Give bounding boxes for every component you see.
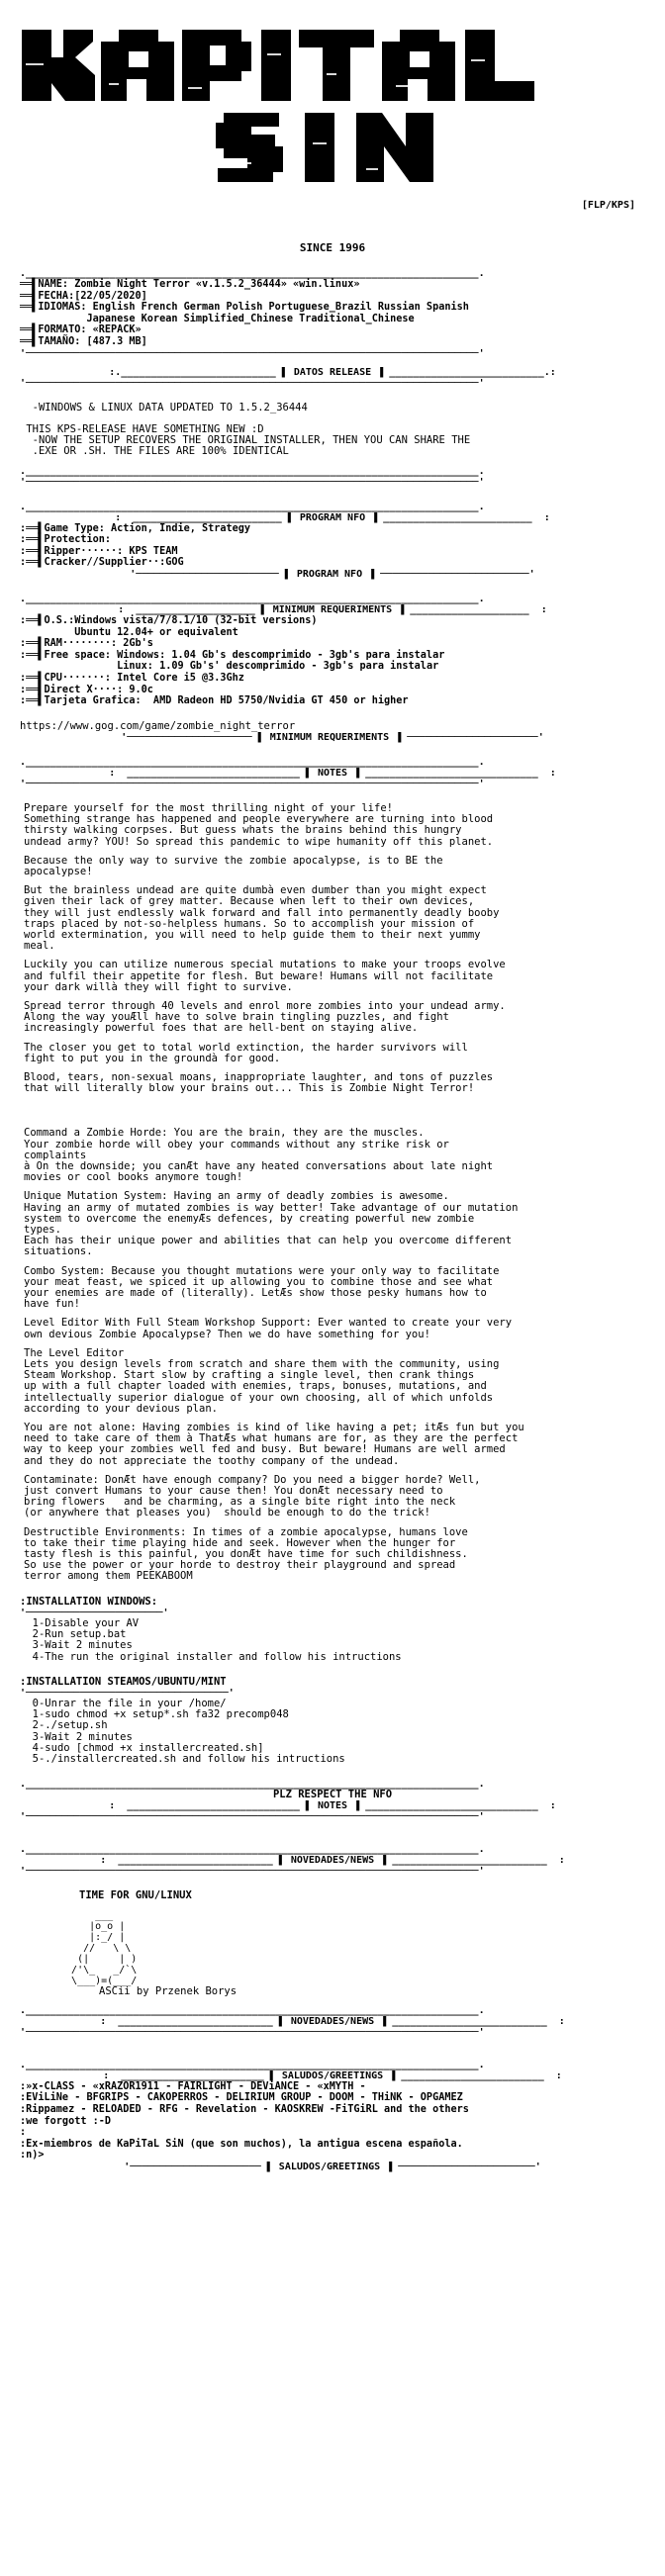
minimum-line: Linux: 1.09 Gb's' descomprimido - 3gb's para instalar [20, 661, 439, 673]
ascii-line: |:_/ | [59, 1931, 126, 1943]
release-line: ══▌FORMATO: «REPACK» [20, 324, 142, 336]
minimum-line: :══▌Free space: Windows: 1.04 Gb's descomprimido - 3gb's para instalar [20, 649, 445, 661]
separator: .____________________________________________________________________________. [20, 593, 485, 604]
separator: .____________________________________________________________________________. [20, 2004, 485, 2016]
minimum-line: Ubuntu 12.04+ or equivalent [20, 626, 238, 638]
program-body [20, 523, 645, 569]
program-line: :══▌Protection: [20, 534, 112, 546]
section-title: ▌ PROGRAM NFO ▐ [284, 568, 375, 580]
store-url[interactable]: https://www.gog.com/game/zombie_night_terror [20, 719, 296, 732]
install-step: 3-Wait 2 minutes [20, 1730, 133, 1743]
greetings-line: :we forgott :-D [20, 2115, 112, 2127]
section-header-minimum: : ____________________ ▌ MINIMUM REQUERIMENTS ▐ ____________________ : [118, 603, 547, 615]
section-footer-greetings: '────────────────────── ▌ SALUDOS/GREETINGS ▐ ───────────────────────' [124, 2161, 541, 2172]
notes-paragraph: The closer you get to total world extinction, the harder survivors will fight to put you in the groundà for good. [24, 1041, 468, 1064]
notes-paragraph: Because the only way to survive the zombie apocalypse, is to BE the apocalypse! [24, 854, 443, 877]
minimum-line: :══▌RAM········: 2Gb's [20, 638, 153, 650]
section-header-news: : __________________________ ▌ NOVEDADES/NEWS ▐ __________________________ : [100, 1855, 565, 1867]
install-step: 0-Unrar the file in your /home/ [20, 1697, 227, 1709]
release-line: ══▌IDIOMAS: English French German Polish Portuguese_Brazil Russian Spanish [20, 302, 469, 314]
notes-paragraph: Level Editor With Full Steam Workshop Support: Ever wanted to create your very own devious Zombie Apocalypse? Then we do have something for you! [24, 1317, 513, 1340]
ascii-line: // \ \ [59, 1942, 132, 1954]
datos-line: .EXE OR .SH. THE FILES ARE 100% IDENTICAL [20, 445, 289, 458]
ascii-line: \___)=(___/ [59, 1975, 138, 1986]
install-step: 1-Disable your AV [20, 1616, 140, 1629]
notes-paragraph: The Level Editor Lets you design levels from scratch and share them with the community, using Steam Workshop. Start slow by crafting a single level, then crank things up with a full chapter loaded with enemies, traps, bonuses, mutations, and intellectually superior dialogue of your own choosing, all of which unfolds according to your devious plan. [24, 1346, 500, 1415]
notes-paragraph: Luckily you can utilize numerous special mutations to make your troops evolve and fulfil their appetite for flesh. But beware! Humans will not facilitate your dark willà they will fight to survive. [24, 959, 506, 993]
ascii-line: (| | ) [59, 1953, 138, 1965]
notes-paragraph: Destructible Environments: In times of a zombie apocalypse, humans love to take their time playing hide and seek. However when the hunger for tasty flesh is this painful, you donÆt have time for such childishness. So use the power or your horde to destroy their playground and spread terror among them PEEKABOOM [24, 1525, 468, 1583]
install-step: 2-./setup.sh [20, 1719, 108, 1732]
since-year: SINCE 1996 [299, 241, 366, 254]
greetings-line: : [20, 2127, 27, 2139]
install-windows-steps [20, 1618, 645, 1663]
separator: '────────────────────────────────────────────────────────────────────────────' [20, 377, 485, 389]
install-linux-steps [20, 1699, 645, 1765]
separator: '────────────────────────────────────────────────────────────────────────────' [20, 2026, 485, 2038]
minimum-line: :══▌Tarjeta Grafica: AMD Radeon HD 5750/Nvidia GT 450 or higher [20, 695, 409, 707]
kapital-sin-logo [20, 24, 645, 212]
section-header-datos: :.__________________________ ▌ DATOS RELEASE ▐ __________________________.: [109, 366, 556, 378]
section-header-notes: : _____________________________ ▌ NOTES ▐ _____________________________ : [109, 767, 556, 779]
separator: .____________________________________________________________________________. [20, 1779, 485, 1791]
minimum-line: :══▌O.S.:Windows vista/7/8.1/10 (32-bit versions) [20, 614, 318, 626]
notes-paragraph: Blood, tears, non-sexual moans, inappropriate laughter, and tons of puzzles that will literally blow your brains out... This is Zombie Night Terror! [24, 1070, 494, 1095]
section-header-greetings: : ________________________ ▌ SALUDOS/GREETINGS ▐ ________________________ : [103, 2070, 562, 2081]
section-title: ▌ MINIMUM REQUERIMENTS ▐ [257, 731, 402, 743]
notes-paragraph: Combo System: Because you thought mutations were your only way to facilitate your meat feast, we spiced it up allowing you to combine those and see what your enemies are made of (literally). LetÆs show those pesky humans how to have fun! [24, 1264, 500, 1311]
install-step: 2-Run setup.bat [20, 1628, 127, 1641]
minimum-line: :══▌CPU·······: Intel Core i5 @3.3Ghz [20, 672, 244, 684]
release-info [20, 279, 645, 348]
release-line: ══▌FECHA:[22/05/2020] [20, 290, 147, 302]
respect-notice: PLZ RESPECT THE NFO [272, 1789, 393, 1801]
release-line: Japanese Korean Simplified_Chinese Traditional_Chinese [20, 313, 415, 324]
ascii-line: |o_o | [59, 1920, 126, 1932]
section-footer-program: '──────────────────────── ▌ PROGRAM NFO ▐ ─────────────────────────' [130, 568, 535, 580]
ascii-credit: ASCii by Przenek Borys [99, 1984, 238, 1997]
separator: '───────────────────────' [20, 1607, 169, 1618]
separator: '────────────────────────────────────────────────────────────────────────────' [20, 347, 485, 359]
separator: '────────────────────────────────────────────────────────────────────────────' [20, 476, 485, 488]
install-step: 1-sudo chmod +x setup*.sh fa32 precomp048 [20, 1708, 289, 1721]
notes-paragraph: You are not alone: Having zombies is kind of like having a pet; itÆs fun but you need to take care of them à ThatÆs what humans are for, as they are the perfect way to keep your zombies well fed and busy. But beware! Humans are well armed and they do not appreciate the toothy company of the undead. [24, 1422, 524, 1467]
separator: .____________________________________________________________________________. [20, 2059, 485, 2070]
section-title: ▌ NOTES ▐ [305, 1800, 360, 1812]
notes-body [20, 803, 645, 1583]
separator: '────────────────────────────────────────────────────────────────────────────' [20, 1866, 485, 1878]
notes-paragraph: Prepare yourself for the most thrilling night of your life! Something strange has happened and people everywhere are turning into blood thirsty walking corpses. But guess whats the brains behind this hungry undead army? YOU! So spread this pandemic to wipe humanity off this planet. [24, 801, 494, 848]
program-line: :══▌Game Type: Action, Indie, Strategy [20, 522, 251, 534]
install-step: 4-The run the original installer and follow his intructions [20, 1650, 402, 1663]
greetings-line: :n)> [20, 2150, 45, 2162]
section-title: ▌ PROGRAM NFO ▐ [287, 511, 378, 523]
nfo-page [0, 24, 665, 2576]
separator: .____________________________________________________________________________. [20, 1844, 485, 1856]
ascii-line: /'\_ _/`\ [59, 1964, 138, 1976]
datos-line: -WINDOWS & LINUX DATA UPDATED TO 1.5.2_36444 [20, 401, 308, 414]
section-footer-minimum: '───────────────────── ▌ MINIMUM REQUERIMENTS ▐ ──────────────────────' [121, 731, 544, 743]
separator: .____________________________________________________________________________. [20, 501, 485, 512]
notes-paragraph: Command a Zombie Horde: You are the brain, they are the muscles. Your zombie horde will obey your commands without any strike risk or complaints à On the downside; you canÆt have any heated conversations about late night movies or cool books anymore tough! [24, 1127, 494, 1184]
minimum-line: :══▌Direct X····: 9.0c [20, 684, 153, 695]
notes-paragraph: But the brainless undead are quite dumbà even dumber than you might expect given their lack of grey matter. Because when left to their own devices, they will just endlessly walk forward and fall into permanently deadly booby traps placed by not-so-helpless humans. So to accomplish your mission of world extermination, you will need to help guide them to their next yummy meal. [24, 884, 500, 953]
section-footer-news: : __________________________ ▌ NOVEDADES/NEWS ▐ __________________________ : [100, 2015, 565, 2027]
section-title: ▌ SALUDOS/GREETINGS ▐ [269, 2070, 396, 2081]
release-line: ══▌NAME: Zombie Night Terror «v.1.5.2_36444» «win.linux» [20, 279, 360, 290]
greetings-body [20, 2081, 645, 2162]
release-line: ══▌TAMAÑO: [487.3 MB] [20, 335, 147, 347]
section-title: ▌ SALUDOS/GREETINGS ▐ [266, 2161, 393, 2172]
separator: .____________________________________________________________________________. [20, 465, 485, 477]
separator: '────────────────────────────────────────────────────────────────────────────' [20, 778, 485, 789]
greetings-line: :»x-CLASS - «xRAZOR1911 - FAIRLIGHT - DEViANCE - «xMYTH - [20, 2080, 366, 2092]
program-line: :══▌Cracker//Supplier··:GOG [20, 557, 184, 569]
tux-ascii-art [59, 1910, 645, 1986]
install-windows-title: :INSTALLATION WINDOWS: [20, 1595, 158, 1608]
section-title: ▌ NOVEDADES/NEWS ▐ [278, 2015, 387, 2027]
install-step: 3-Wait 2 minutes [20, 1639, 133, 1652]
section-header-program: : _________________________ ▌ PROGRAM NFO ▐ _________________________ : [115, 511, 550, 523]
datos-line: -NOW THE SETUP RECOVERS THE ORIGINAL INSTALLER, THEN YOU CAN SHARE THE [20, 434, 471, 447]
section-title: ▌ NOVEDADES/NEWS ▐ [278, 1855, 387, 1867]
kapital-sin-logo-art [20, 24, 645, 192]
section-footer-notes: : _____________________________ ▌ NOTES ▐ _____________________________ : [109, 1800, 556, 1812]
install-step: 5-./installercreated.sh and follow his intructions [20, 1752, 345, 1765]
minimum-body [20, 615, 645, 707]
separator: .____________________________________________________________________________. [20, 268, 485, 279]
section-title: ▌ DATOS RELEASE ▐ [281, 366, 384, 378]
program-line: :══▌Ripper······: KPS TEAM [20, 545, 178, 557]
separator: '────────────────────────────────────────────────────────────────────────────' [20, 1811, 485, 1823]
install-linux-title: :INSTALLATION STEAMOS/UBUNTU/MINT [20, 1675, 227, 1688]
notes-paragraph: Spread terror through 40 levels and enrol more zombies into your undead army. Along the way youÆll have to solve brain tingling puzzles, and fight increasingly powerful foes that are hell-bent on staying alive. [24, 999, 506, 1035]
greetings-line: :EViLiNe - BFGRIPS - CAKOPERROS - DELIRIUM GROUP - DOOM - THiNK - OPGAMEZ [20, 2092, 463, 2104]
greetings-line: :Rippamez - RELOADED - RFG - Revelation - KAOSKREW -FiTGiRL and the others [20, 2103, 469, 2115]
separator: '──────────────────────────────────' [20, 1687, 235, 1699]
news-headline: TIME FOR GNU/LINUX [79, 1889, 192, 1902]
notes-paragraph: Unique Mutation System: Having an army of deadly zombies is awesome. Having an army of mutated zombies is way better! Take advantage of our mutation system to overcome the enemyÆs defences, by creating powerful new zombie types. Each has their unique power and abilities that can help you overcome different situations. [24, 1190, 519, 1258]
datos-line: THIS KPS-RELEASE HAVE SOMETHING NEW :D [20, 422, 264, 435]
separator: .____________________________________________________________________________. [20, 756, 485, 768]
ascii-line: ___ [59, 1909, 114, 1921]
greetings-line: :Ex-miembros de KaPiTaL SiN (que son muchos), la antigua escena española. [20, 2138, 463, 2150]
group-tag: [FLP/KPS] [581, 200, 635, 211]
notes-paragraph: Contaminate: DonÆt have enough company? Do you need a bigger horde? Well, just convert Humans to your cause then! You donÆt necessary need to bring flowers and be charming, as a single bite right into the neck (or anywhere that pleases you) should be enough to do the trick! [24, 1473, 481, 1519]
section-title: ▌ NOTES ▐ [305, 767, 360, 779]
install-step: 4-sudo [chmod +x installercreated.sh] [20, 1741, 264, 1754]
datos-body [20, 403, 645, 458]
section-title: ▌ MINIMUM REQUERIMENTS ▐ [260, 603, 405, 615]
